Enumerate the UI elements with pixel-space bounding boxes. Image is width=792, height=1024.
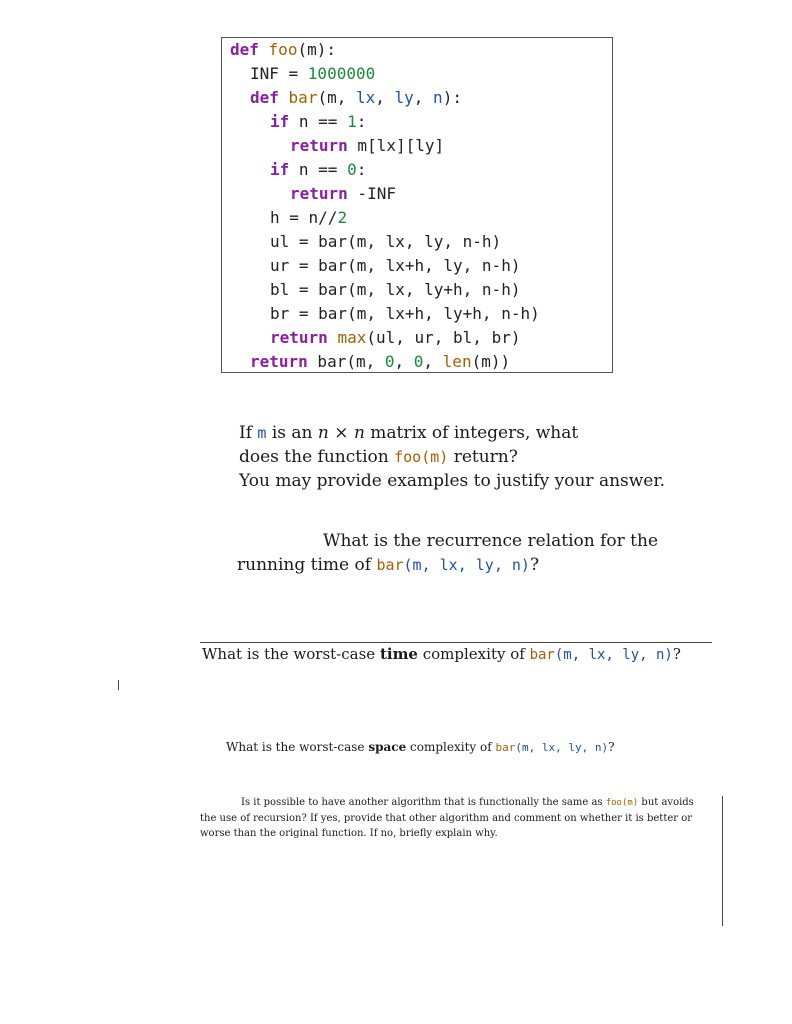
code-token: 1 xyxy=(347,112,357,131)
code-token: bar(m, xyxy=(307,352,385,371)
code-token: m[lx][ly] xyxy=(347,136,445,155)
question-1-text-a: If xyxy=(239,423,258,443)
code-token: 0 xyxy=(384,352,395,371)
code-token: : xyxy=(356,160,367,179)
code-token: max xyxy=(337,328,367,347)
question-3-text-c: ? xyxy=(672,645,681,663)
question-3-text-b: complexity of xyxy=(417,645,530,663)
question-1-text-d: does the function xyxy=(239,447,395,467)
question-1-text-e: return? xyxy=(448,447,518,467)
question-1-line-3: You may provide examples to justify your answer. xyxy=(239,471,666,491)
question-3-bold: time xyxy=(379,645,418,663)
code-token: return xyxy=(270,328,328,347)
code-token: : xyxy=(356,112,367,131)
code-token: , xyxy=(394,352,414,371)
code-token: foo xyxy=(268,40,298,59)
question-2-text-a: running time of xyxy=(237,555,377,575)
code-token: ul = bar(m, lx, ly, n-h) xyxy=(270,232,502,251)
question-3-text-a: What is the worst-case xyxy=(202,645,380,663)
code-bar-args: (m, lx, ly, n) xyxy=(515,741,609,754)
code-token: 0 xyxy=(347,160,357,179)
code-token: (ul, ur, bl, br) xyxy=(366,328,521,347)
code-bar-args: (m, lx, ly, n) xyxy=(554,647,673,663)
code-token: n xyxy=(433,88,443,107)
code-block xyxy=(221,37,613,373)
code-token: (m)) xyxy=(471,352,511,371)
code-token: 1000000 xyxy=(307,64,376,83)
code-line xyxy=(270,158,366,182)
question-4-text-c: ? xyxy=(608,740,615,754)
code-bar-args: (m, lx, ly, n) xyxy=(403,556,530,574)
code-bar: bar xyxy=(495,741,516,754)
code-foo-m: foo(m) xyxy=(394,448,449,466)
divider-line xyxy=(200,642,712,643)
question-5-text-b: but avoids xyxy=(638,797,694,808)
code-line xyxy=(230,38,336,62)
var-n: n xyxy=(317,423,329,443)
code-token: ur = bar(m, lx+h, ly, n-h) xyxy=(270,256,521,275)
code-foo-m: foo(m) xyxy=(605,798,639,808)
question-4 xyxy=(226,740,615,754)
code-token xyxy=(279,88,289,107)
code-token: ): xyxy=(442,88,462,107)
question-4-text-a: What is the worst-case xyxy=(226,740,369,754)
question-5-line-2: the use of recursion? If yes, provide that other algorithm and comment on whether it is better or xyxy=(200,813,693,824)
code-token: , xyxy=(375,88,395,107)
code-line xyxy=(290,134,444,158)
code-line xyxy=(270,206,347,230)
code-line xyxy=(270,278,520,302)
question-5-text-a: Is it possible to have another algorithm that is functionally the same as xyxy=(241,797,606,808)
code-line xyxy=(270,254,520,278)
code-token: br = bar(m, lx+h, ly+h, n-h) xyxy=(270,304,540,323)
code-line xyxy=(270,110,366,134)
code-token: bl = bar(m, lx, ly+h, n-h) xyxy=(270,280,521,299)
code-bar: bar xyxy=(529,647,555,663)
code-token: 0 xyxy=(413,352,424,371)
question-1-line-2 xyxy=(239,445,665,469)
margin-mark xyxy=(118,680,119,690)
code-token: , xyxy=(423,352,443,371)
code-bar: bar xyxy=(376,556,404,574)
code-line xyxy=(250,350,510,374)
code-token: def xyxy=(230,40,259,59)
question-1 xyxy=(239,421,665,493)
code-token: len xyxy=(442,352,472,371)
code-line xyxy=(250,62,375,86)
times-symbol: × xyxy=(328,423,354,443)
code-token: , xyxy=(413,88,434,107)
code-token: n == xyxy=(289,112,348,131)
code-token: return xyxy=(290,184,348,203)
code-token: 2 xyxy=(337,208,348,227)
question-1-text-c: matrix of integers, what xyxy=(364,423,579,443)
code-token: return xyxy=(250,352,308,371)
code-token: return xyxy=(290,136,348,155)
code-token: bar xyxy=(288,88,318,107)
code-line xyxy=(270,326,520,350)
question-3 xyxy=(202,645,681,663)
question-5-line-3: worse than the original function. If no, briefly explain why. xyxy=(200,828,498,839)
question-5-line-1 xyxy=(200,795,694,811)
margin-bar xyxy=(722,796,723,926)
question-1-line-1 xyxy=(239,421,665,445)
question-4-bold: space xyxy=(368,740,407,754)
param-m: m xyxy=(257,424,267,442)
question-2-line-2 xyxy=(237,553,658,577)
question-4-text-b: complexity of xyxy=(406,740,496,754)
code-line xyxy=(270,302,540,326)
code-token xyxy=(259,40,269,59)
code-token: h = n// xyxy=(270,208,338,227)
code-line xyxy=(250,86,462,110)
question-1-text-b: is an xyxy=(266,423,318,443)
question-2 xyxy=(237,529,658,577)
code-token: ly xyxy=(394,88,414,107)
var-n: n xyxy=(353,423,365,443)
code-token: (m, xyxy=(317,88,356,107)
code-token: if xyxy=(270,112,290,131)
code-token: (m): xyxy=(297,40,336,59)
code-token: def xyxy=(250,88,279,107)
code-token: INF = xyxy=(250,64,308,83)
question-5 xyxy=(200,795,694,841)
code-token: n == xyxy=(289,160,348,179)
code-token: if xyxy=(270,160,290,179)
code-line xyxy=(270,230,501,254)
code-line xyxy=(290,182,396,206)
question-2-line-1: What is the recurrence relation for the xyxy=(323,531,659,551)
code-token: lx xyxy=(355,88,376,107)
code-token: -INF xyxy=(347,184,396,203)
code-token xyxy=(328,328,338,347)
question-2-text-b: ? xyxy=(529,555,540,575)
